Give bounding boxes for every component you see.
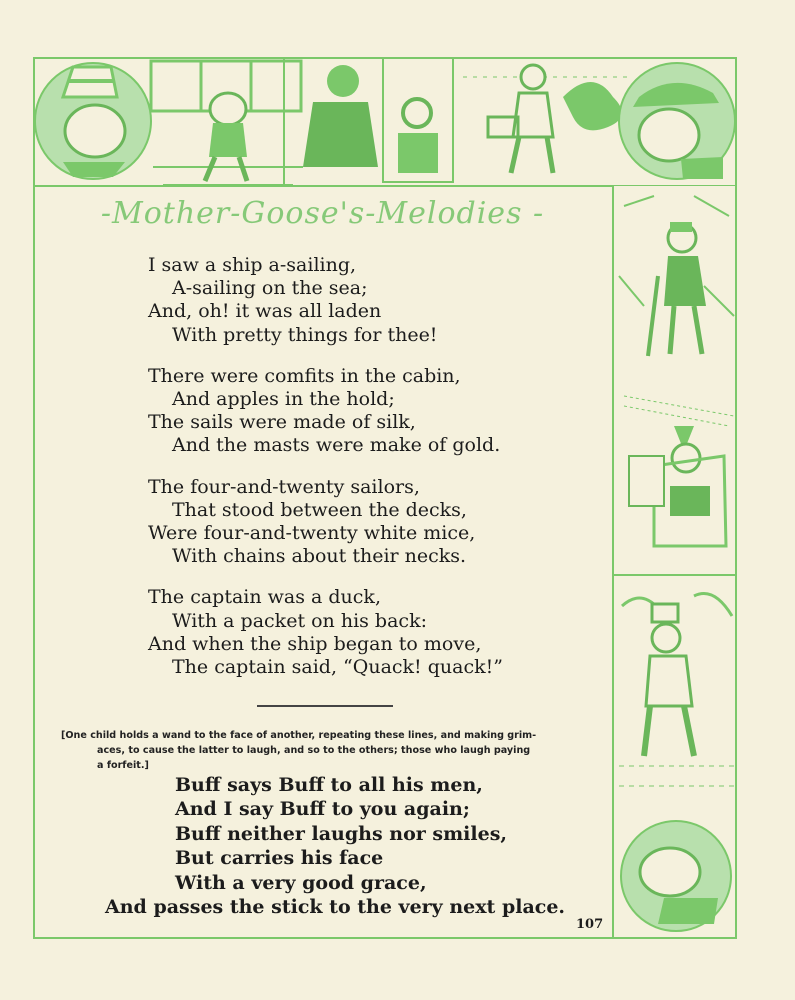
poem-line: And, oh! it was all laden <box>148 300 382 323</box>
poem-line: There were comfits in the cabin, <box>148 364 461 387</box>
stanza <box>148 476 503 569</box>
note-line: a forfeit.] <box>97 760 149 771</box>
poem-line: That stood between the decks, <box>172 498 467 521</box>
game-instructions-note <box>61 728 609 773</box>
stanza <box>148 586 503 679</box>
poem-line: And the masts were make of gold. <box>172 434 501 457</box>
page-title: -Mother-Goose's-Melodies - <box>100 196 545 231</box>
stanza <box>148 254 503 347</box>
poem-line: Buff neither laughs nor smiles, <box>175 822 508 845</box>
poem-line: Were four-and-twenty white mice, <box>148 522 476 545</box>
poem-line: With chains about their necks. <box>172 545 467 568</box>
poem-line: And passes the stick to the very next place. <box>105 896 566 919</box>
poem-line: I saw a ship a-sailing, <box>148 254 357 276</box>
poem-line: And apples in the hold; <box>172 388 395 411</box>
poem-line: With a very good grace, <box>175 871 427 894</box>
poem-line: A-sailing on the sea; <box>172 277 368 300</box>
stanza <box>148 365 503 458</box>
poem-line: The captain was a duck, <box>148 586 381 609</box>
poem-buff-says-buff <box>105 773 565 919</box>
poem-line: With pretty things for thee! <box>172 323 438 346</box>
note-line: aces, to cause the latter to laugh, and so to the others; those who laugh paying <box>97 745 531 756</box>
poem-line: And I say Buff to you again; <box>175 798 470 821</box>
text-panel <box>35 188 610 937</box>
section-divider <box>257 705 393 707</box>
page-number: 107 <box>576 917 604 932</box>
poem-line: The sails were made of silk, <box>148 411 416 434</box>
poem-line: The four-and-twenty sailors, <box>148 475 420 498</box>
poem-ship-a-sailing <box>148 254 503 697</box>
note-line: [One child holds a wand to the face of another, repeating these lines, and making grim- <box>61 730 537 741</box>
poem-line: Buff says Buff to all his men, <box>175 774 483 796</box>
poem-line: With a packet on his back: <box>172 609 427 632</box>
poem-line: The captain said, “Quack! quack!” <box>172 656 503 679</box>
poem-line: But carries his face <box>175 847 384 870</box>
poem-line: And when the ship began to move, <box>148 632 482 655</box>
